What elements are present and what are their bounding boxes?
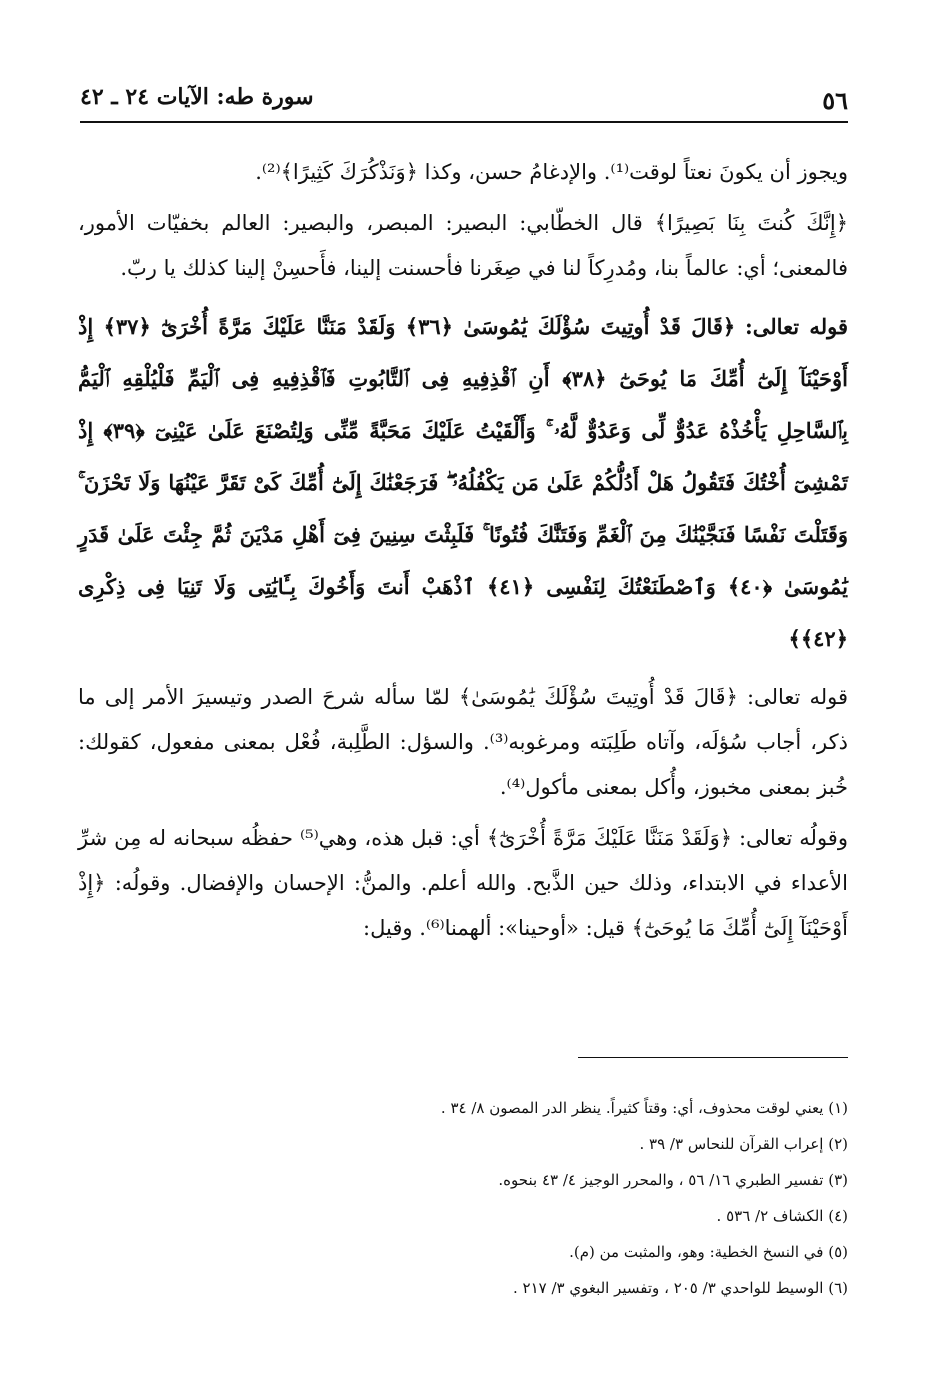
paragraph-4 (78, 675, 848, 810)
running-title: سورة طه: الآيات ٢٤ ـ ٤٢ (80, 84, 314, 110)
footnote-3: (٣) تفسير الطبري ١٦/ ٥٦ ، والمحرر الوجيز ٤/ ٤٣ بنحوه. (498, 1171, 848, 1189)
header-rule (80, 121, 848, 123)
footnotes (200, 1090, 848, 1306)
footnote-4: (٤) الكشاف ٢/ ٥٣٦ . (716, 1207, 848, 1225)
paragraph-2-text: ﴿إِنَّكَ كُنتَ بِنَا بَصِيرًا﴾ قال الخطّابي: البصير: المبصر، والبصير: العالم بخفيّات الأمور، فالمعنى؛ أي: عالماً بنا، ومُدرِكاً لنا في صِغَرنا فأحسنت إلينا، فأَحسِنْ إلينا كذلك يا ربّ. (78, 211, 848, 280)
paragraph-2 (78, 201, 848, 291)
main-text (78, 150, 848, 957)
quran-verses: ﴿قَالَ قَدْ أُوتِيتَ سُؤْلَكَ يَٰمُوسَىٰ ﴿٣٦﴾ وَلَقَدْ مَنَنَّا عَلَيْكَ مَرَّةً أُخْرَىٰٓ ﴿٣٧﴾ إِذْ أَوْحَيْنَآ إِلَىٰٓ أُمِّكَ مَا يُوحَىٰٓ ﴿٣٨﴾ أَنِ ٱقْذِفِيهِ فِى ٱلتَّابُوتِ فَٱقْذِفِيهِ فِى ٱلْيَمِّ فَلْيُلْقِهِ ٱلْيَمُّ بِٱلسَّاحِلِ يَأْخُذْهُ عَدُوٌّ لِّى وَعَدُوٌّ لَّهُۥ ۚ وَأَلْقَيْتُ عَلَيْكَ مَحَبَّةً مِّنِّى وَلِتُصْنَعَ عَلَىٰ عَيْنِىٓ ﴿٣٩﴾ إِذْ تَمْشِىٓ أُخْتُكَ فَتَقُولُ هَلْ أَدُلُّكُمْ عَلَىٰ مَن يَكْفُلُهُۥ ۖ فَرَجَعْنَٰكَ إِلَىٰٓ أُمِّكَ كَىْ تَقَرَّ عَيْنُهَا وَلَا تَحْزَنَ ۚ وَقَتَلْتَ نَفْسًا فَنَجَّيْنَٰكَ مِنَ ٱلْغَمِّ وَفَتَنَّٰكَ فُتُونًا ۚ فَلَبِثْتَ سِنِينَ فِىٓ أَهْلِ مَدْيَنَ ثُمَّ جِئْتَ عَلَىٰ قَدَرٍ يَٰمُوسَىٰ ﴿٤٠﴾ وَٱصْطَنَعْتُكَ لِنَفْسِى ﴿٤١﴾ ٱذْهَبْ أَنتَ وَأَخُوكَ بِـَٔايَٰتِى وَلَا تَنِيَا فِى ذِكْرِى ﴿٤٢﴾﴾ (78, 314, 848, 651)
quran-passage (78, 301, 848, 665)
footnote-5: (٥) في النسخ الخطية: وهو، والمثبت من (م). (569, 1243, 848, 1261)
paragraph-1-text: ويجوز أن يكونَ نعتاً لوقت⁽¹⁾. والإدغامُ حسن، وكذا ﴿وَنَذْكُرَكَ كَثِيرًا﴾⁽²⁾. (255, 160, 848, 184)
paragraph-5 (78, 816, 848, 951)
paragraph-1 (78, 150, 848, 195)
footnote-separator (578, 1057, 848, 1058)
paragraph-5-text: وقولُه تعالى: ﴿وَلَقَدْ مَنَنَّا عَلَيْكَ مَرَّةً أُخْرَىٰٓ﴾ أي: قبل هذه، وهي⁽⁵⁾ حفظُه سبحانه له مِن شرِّ الأعداء في الابتداء، وذلك حين الذَّبح. والله أعلم. والمنُّ: الإحسان والإفضال. وقولُه: ﴿إِذْ أَوْحَيْنَآ إِلَىٰٓ أُمِّكَ مَا يُوحَىٰٓ﴾ قيل: «أوحينا»: ألهمنا⁽⁶⁾. وقيل: (78, 826, 848, 940)
footnote-6: (٦) الوسيط للواحدي ٣/ ٢٠٥ ، وتفسير البغوي ٣/ ٢١٧ . (512, 1279, 848, 1297)
paragraph-4-text: قوله تعالى: ﴿قَالَ قَدْ أُوتِيتَ سُؤْلَكَ يَٰمُوسَىٰ﴾ لمّا سأله شرحَ الصدر وتيسيرَ الأمر إلى ما ذكر، أجاب سُؤلَه، وآتاه طَلِبَته ومرغوبه⁽³⁾. والسؤل: الطَّلِبة، فُعْل بمعنى مفعول، كقولك: خُبز بمعنى مخبوز، وأُكل بمعنى مأكول⁽⁴⁾. (78, 685, 848, 799)
passage-lead: قوله تعالى: (745, 314, 848, 339)
footnote-1: (١) يعني لوقت محذوف، أي: وقتاً كثيراً. ينظر الدر المصون ٨/ ٣٤ . (440, 1099, 848, 1117)
page-number: ٥٦ (822, 86, 848, 115)
footnote-2: (٢) إعراب القرآن للنحاس ٣/ ٣٩ . (639, 1135, 848, 1153)
page-header (80, 80, 848, 120)
